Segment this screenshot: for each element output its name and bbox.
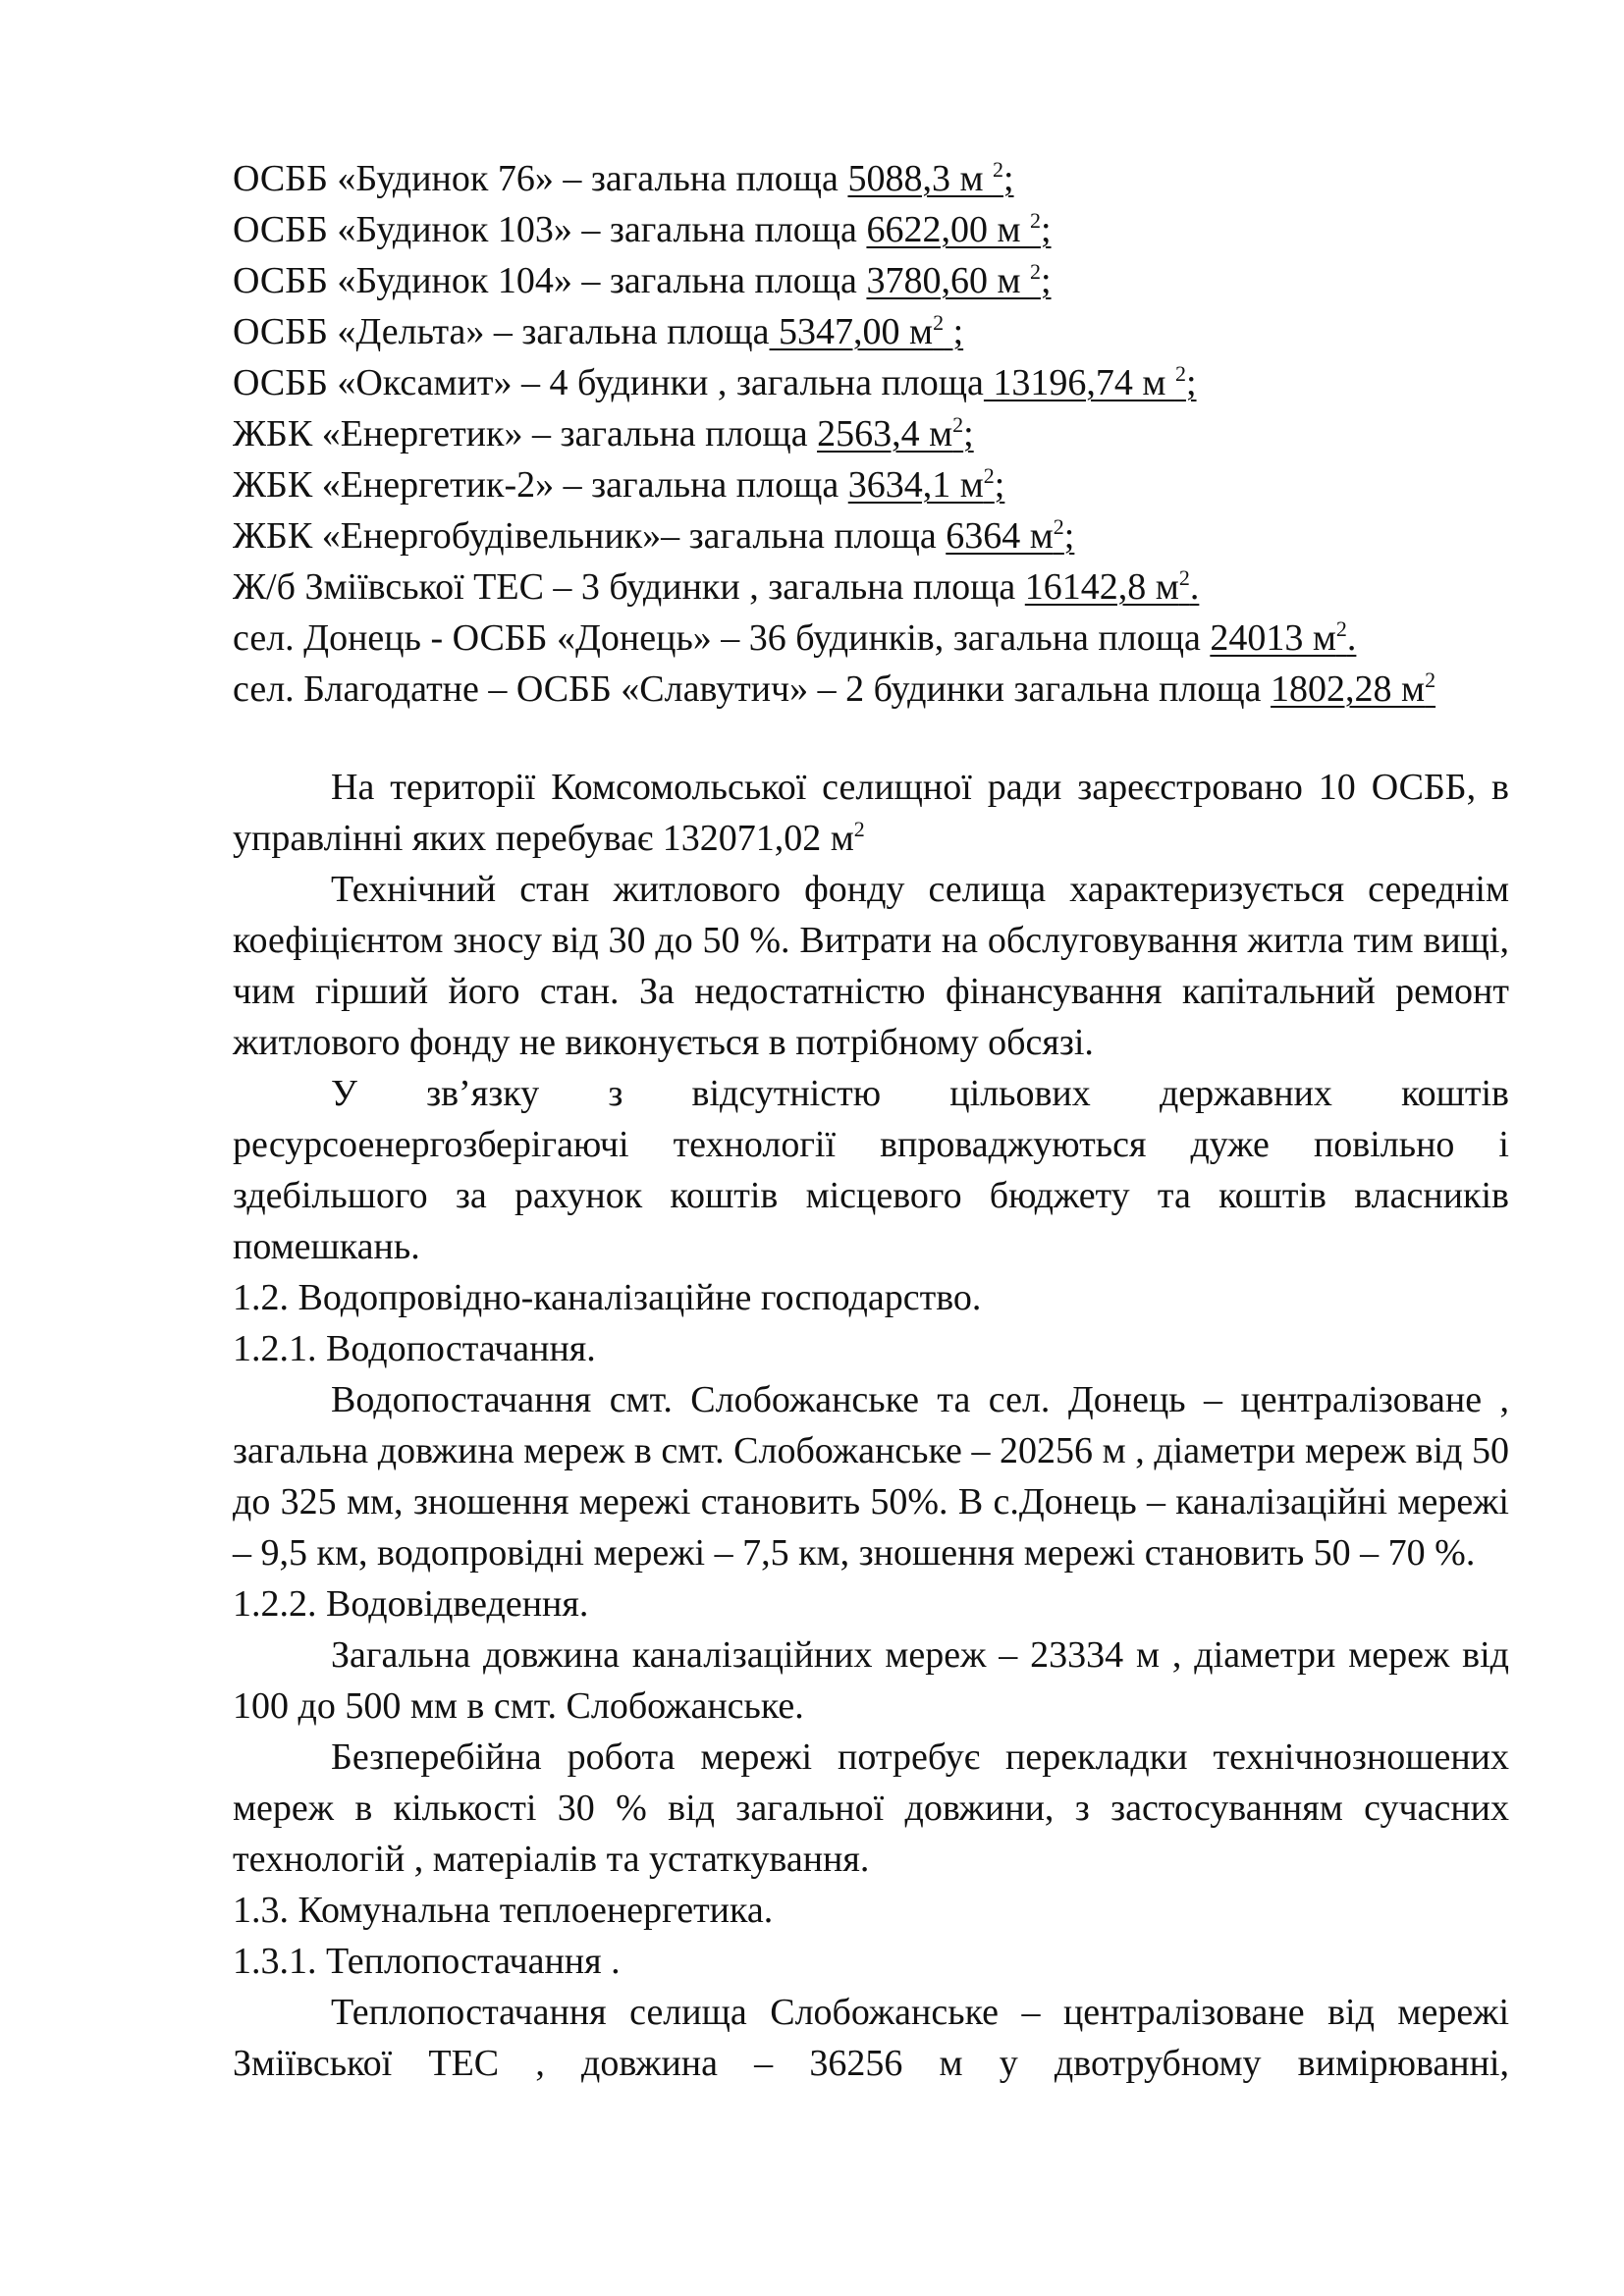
section-heading: 1.2. Водопровідно-каналізаційне господарство. [233, 1277, 982, 1318]
paragraph-osbb-summary: На території Комсомольської селищної ради зареєстровано 10 ОСББ, в управлінні яких перебуває 132071,02 $м^2$ [233, 767, 1509, 859]
area-value: 24013 $м^2$. [1210, 616, 1357, 659]
subsection-heading: 1.2.2. Водовідведення. [233, 1583, 589, 1625]
paragraph-sewerage: Загальна довжина каналізаційних мереж – 23334 м , діаметри мереж від 100 до 500 мм в смт. Слобожанське. [233, 1634, 1509, 1727]
area-value: 3780,60 м $^2$; [866, 259, 1052, 301]
list-item: ЖБК «Енергетик-2» – загальна площа 3634,1 $м^2$; [233, 463, 1005, 506]
paragraph-energy-saving: У зв’язку з відсутністю цільових державних коштів ресурсоенергозберігаючі технології впроваджуються дуже повільно і здебільшого за рахунок коштів місцевого бюджету та коштів власників помешкань. [233, 1073, 1509, 1267]
area-value: 5347,00 $м^2$ ; [769, 310, 964, 352]
area-value: 6622,00 м $^2$; [866, 208, 1052, 250]
area-value: 13196,74 м $^2$; [983, 361, 1197, 403]
list-item: ОСББ «Оксамит» – 4 будинки , загальна площа 13196,74 м $^2$; [233, 361, 1197, 403]
paragraph-technical-state: Технічний стан житлового фонду селища характеризується середнім коефіцієнтом зносу від 30 до 50 %. Витрати на обслуговування житла тим вищі, чим гірший його стан. За недостатністю фінансування капітальний ремонт житлового фонду не виконується в потрібному обсязі. [233, 869, 1509, 1063]
list-item: ОСББ «Будинок 103» – загальна площа 6622,00 м $^2$; [233, 208, 1052, 250]
list-item: сел. Донець - ОСББ «Донець» – 36 будинків, загальна площа 24013 $м^2$. [233, 616, 1357, 659]
document-body [233, 762, 1509, 2089]
paragraph-water-supply: Водопостачання смт. Слобожанське та сел. Донець – централізоване , загальна довжина мереж в смт. Слобожанське – 20256 м , діаметри мереж від 50 до 325 мм, зношення мережі становить 50%. В с.Донець – каналізаційні мережі – 9,5 км, водопровідні мережі – 7,5 км, зношення мережі становить 50 – 70 %. [233, 1379, 1509, 1574]
area-value: 1802,28 $м^2$ [1271, 667, 1436, 710]
list-item: ОСББ «Будинок 104» – загальна площа 3780,60 м $^2$; [233, 259, 1052, 301]
housing-list [233, 153, 1539, 715]
list-item: ЖБК «Енергобудівельник»– загальна площа 6364 $м^2$; [233, 514, 1075, 557]
subsection-heading: 1.2.1. Водопостачання. [233, 1328, 596, 1369]
subsection-heading: 1.3.1. Теплопостачання . [233, 1941, 621, 1982]
list-item: ОСББ «Будинок 76» – загальна площа 5088,3 м $^2$; [233, 157, 1014, 199]
paragraph-heat-supply: Теплопостачання селища Слобожанське – централізоване від мережі Зміївської ТЕС , довжина – 36256 м у двотрубному вимірюванні, [233, 1992, 1509, 2084]
area-value: 16142,8 $м^2$. [1024, 565, 1200, 608]
paragraph-network-reconstruction: Безперебійна робота мережі потребує перекладки технічнозношених мереж в кількості 30 % від загальної довжини, з застосуванням сучасних технологій , матеріалів та устаткування. [233, 1736, 1509, 1880]
list-item: Ж/б Зміївської ТЕС – 3 будинки , загальна площа 16142,8 $м^2$. [233, 565, 1200, 608]
list-item: сел. Благодатне – ОСББ «Славутич» – 2 будинки загальна площа 1802,28 $м^2$ [233, 667, 1436, 710]
area-value: 5088,3 м $^2$; [847, 157, 1014, 199]
area-value: 2563,4 $м^2$; [817, 412, 974, 454]
list-item: ОСББ «Дельта» – загальна площа 5347,00 $м^2$ ; [233, 310, 964, 352]
area-value: 3634,1 $м^2$; [847, 463, 1005, 506]
area-value: 6364 $м^2$; [946, 514, 1075, 557]
list-item: ЖБК «Енергетик» – загальна площа 2563,4 $м^2$; [233, 412, 974, 454]
section-heading: 1.3. Комунальна теплоенергетика. [233, 1890, 774, 1931]
